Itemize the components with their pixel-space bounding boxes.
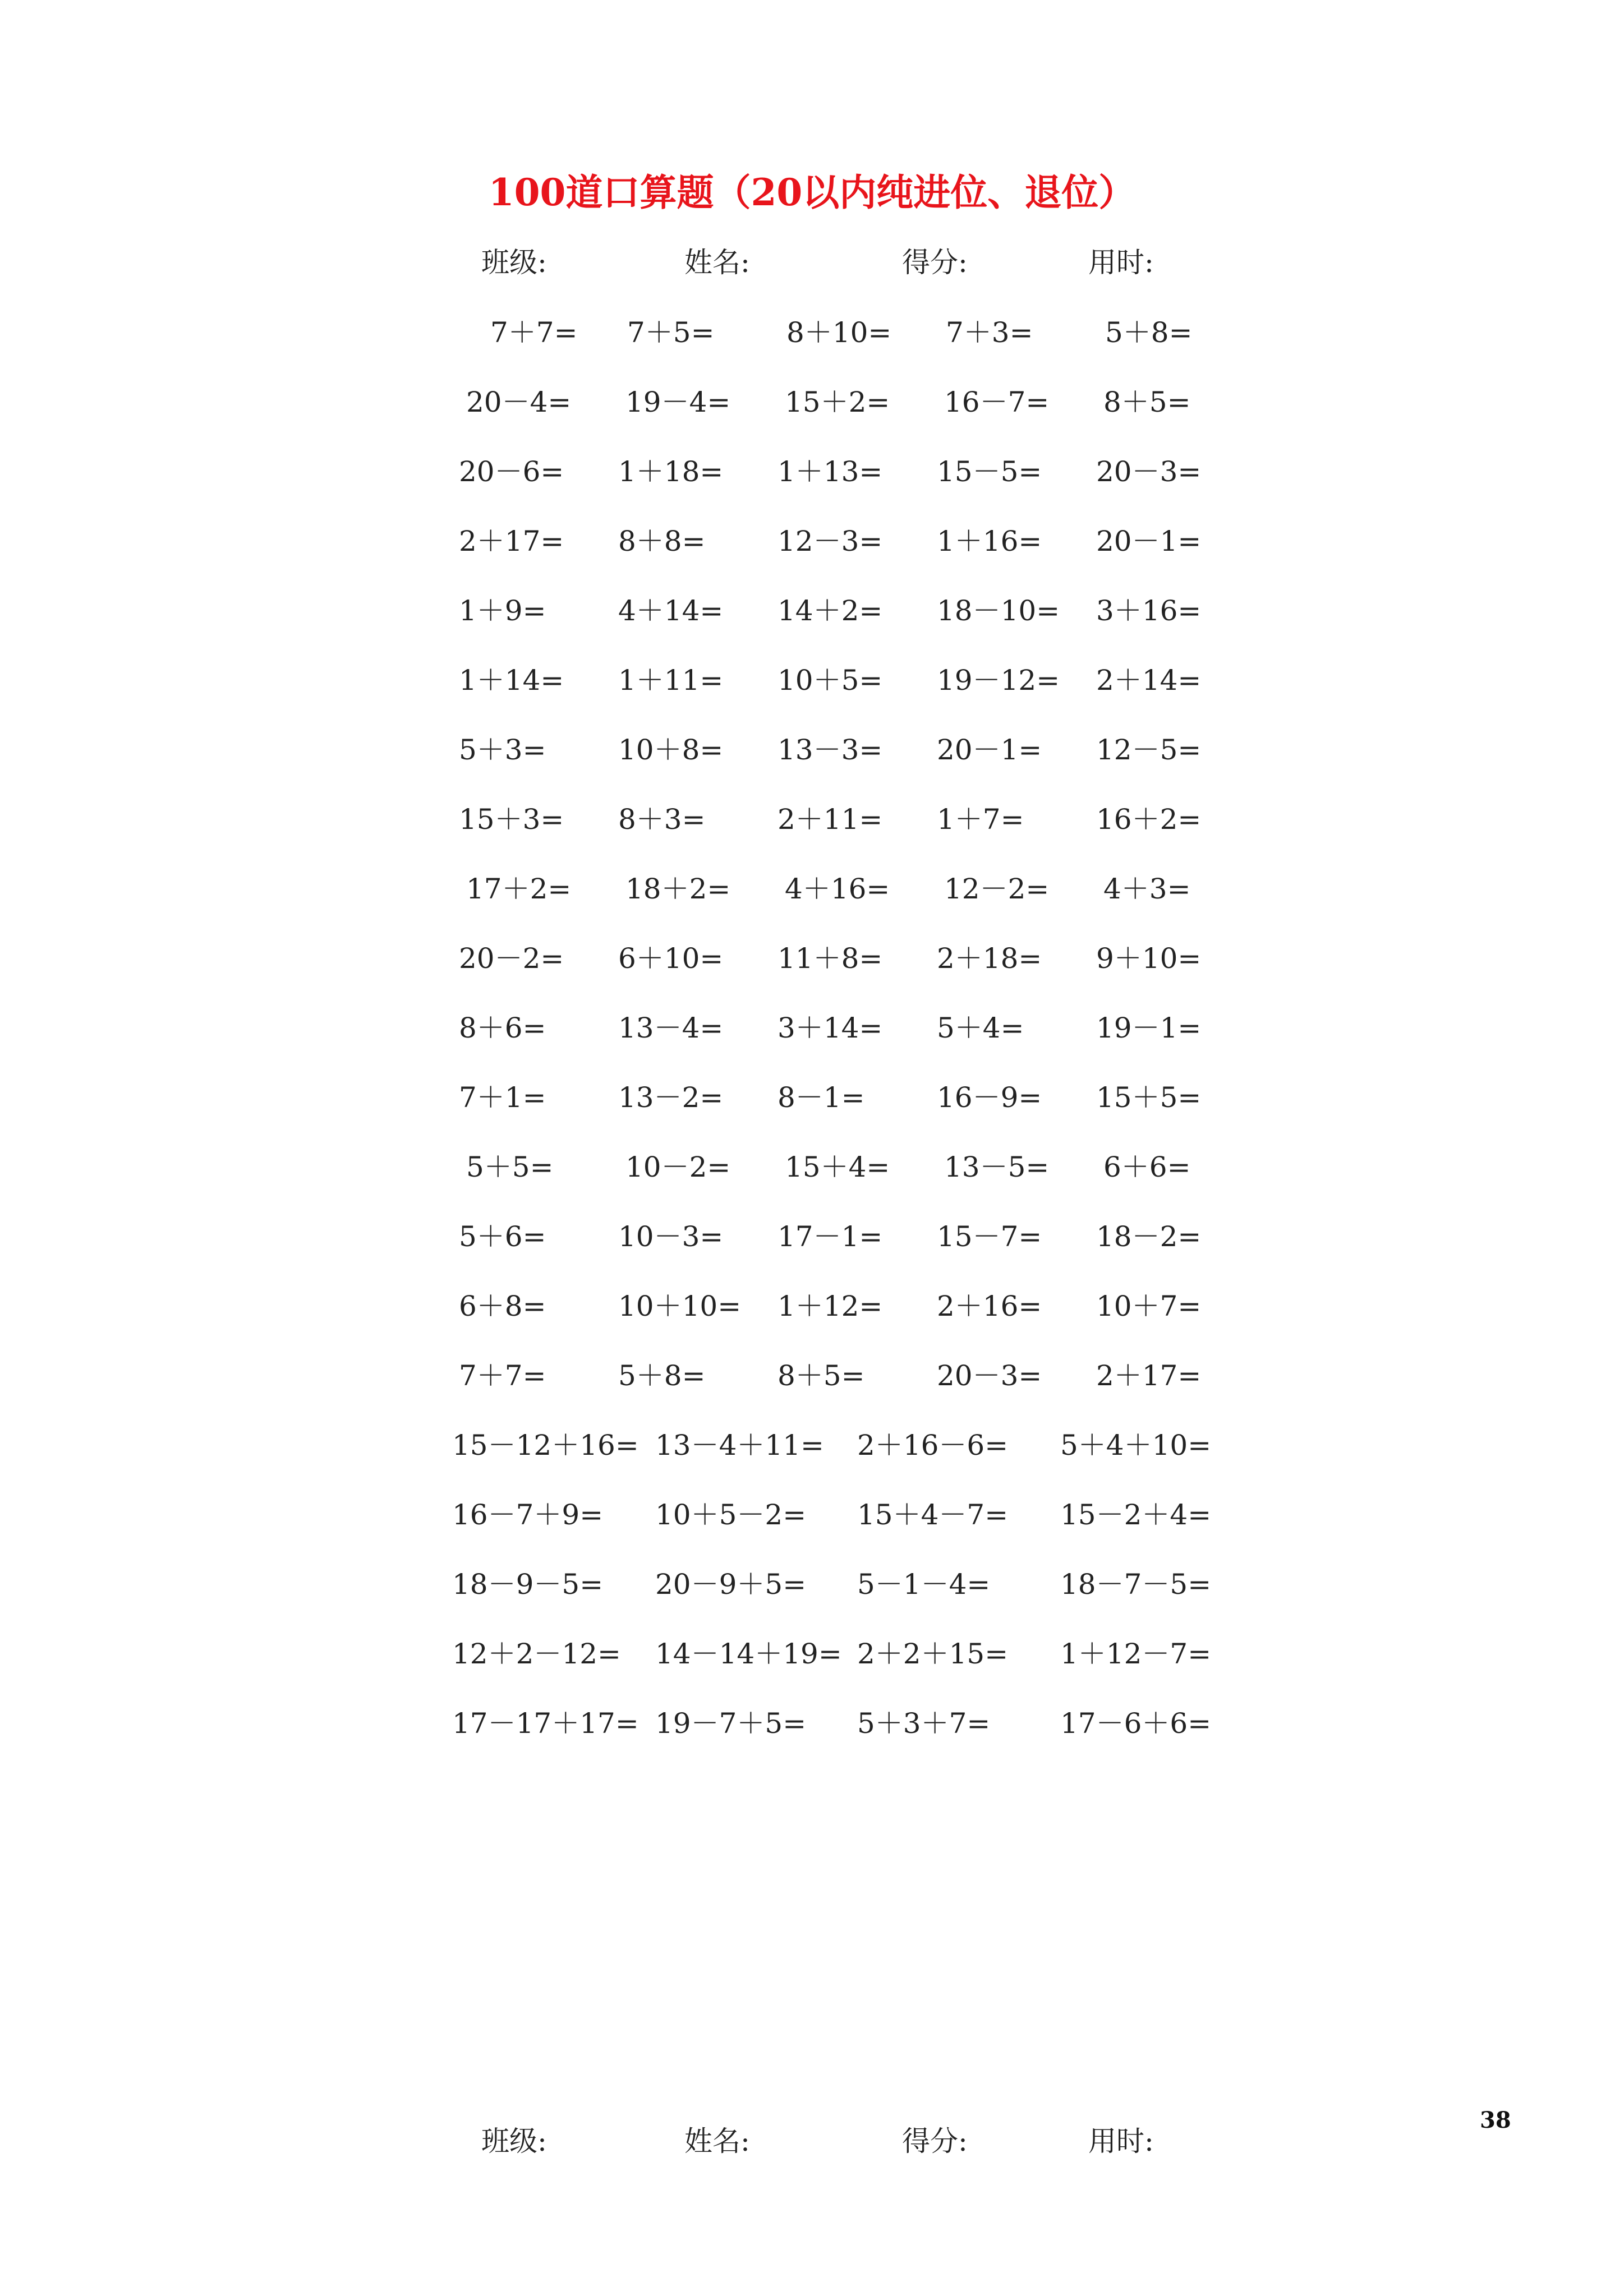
- problem-item: 15＋2=: [785, 386, 890, 418]
- problem-item: 1＋13=: [778, 455, 883, 488]
- problem-item: 14－14＋19=: [655, 1638, 842, 1670]
- problem-item: 4＋14=: [618, 594, 724, 627]
- problem-item: 2＋14=: [1096, 664, 1202, 697]
- problem-item: 2＋2＋15=: [857, 1638, 1009, 1670]
- problem-item: 16－7=: [944, 386, 1050, 418]
- problem-item: 15＋5=: [1096, 1081, 1202, 1114]
- footer-score-label: 得分:: [902, 2125, 968, 2157]
- problem-item: 10＋5=: [778, 664, 883, 697]
- problem-item: 3＋14=: [778, 1012, 883, 1044]
- problem-item: 17－6＋6=: [1060, 1707, 1212, 1740]
- problem-row: [0, 519, 1624, 564]
- problem-item: 15－5=: [937, 455, 1042, 488]
- problem-item: 20－6=: [459, 455, 564, 488]
- problem-item: 2＋17=: [459, 525, 564, 557]
- problem-item: 20－4=: [466, 386, 572, 418]
- problem-row: [0, 658, 1624, 703]
- problem-item: 20－3=: [1096, 455, 1202, 488]
- name-label: 姓名:: [684, 246, 750, 279]
- problem-item: 15＋4－7=: [857, 1499, 1009, 1531]
- problem-item: 19－1=: [1096, 1012, 1202, 1044]
- problem-item: 12＋2－12=: [452, 1638, 621, 1670]
- problem-item: 20－9＋5=: [655, 1568, 807, 1601]
- problem-row: [0, 1284, 1624, 1329]
- problem-item: 10－2=: [625, 1151, 731, 1183]
- problem-item: 15－2＋4=: [1060, 1499, 1212, 1531]
- header-info-row: [0, 240, 1624, 279]
- problem-item: 8－1=: [778, 1081, 865, 1114]
- problem-item: 18－9－5=: [452, 1568, 604, 1601]
- problem-item: 8＋6=: [459, 1012, 546, 1044]
- problem-row: [0, 310, 1624, 355]
- problem-item: 2＋11=: [778, 803, 883, 836]
- problem-item: 13－4=: [618, 1012, 724, 1044]
- problem-item: 15＋3=: [459, 803, 564, 836]
- problem-item: 7＋7=: [459, 1359, 546, 1392]
- problem-item: 8＋5=: [778, 1359, 865, 1392]
- problem-item: 1＋16=: [937, 525, 1042, 557]
- problem-item: 2＋16=: [937, 1290, 1042, 1322]
- problem-item: 5＋3＋7=: [857, 1707, 991, 1740]
- time-label: 用时:: [1088, 246, 1154, 279]
- problem-row: [0, 1353, 1624, 1398]
- footer-class-label: 班级:: [481, 2125, 547, 2157]
- problem-item: 10＋7=: [1096, 1290, 1202, 1322]
- problem-item: 4＋16=: [785, 873, 890, 905]
- problem-item: 10－3=: [618, 1220, 724, 1253]
- problem-item: 1＋12=: [778, 1290, 883, 1322]
- problem-item: 16－9=: [937, 1081, 1042, 1114]
- problem-item: 3＋16=: [1096, 594, 1202, 627]
- problem-item: 16＋2=: [1096, 803, 1202, 836]
- problem-row: [0, 1631, 1624, 1676]
- problem-item: 1＋14=: [459, 664, 564, 697]
- problem-item: 2＋16－6=: [857, 1429, 1009, 1461]
- problem-row: [0, 1006, 1624, 1050]
- problem-item: 12－5=: [1096, 734, 1202, 766]
- problem-item: 13－2=: [618, 1081, 724, 1114]
- problem-item: 16－7＋9=: [452, 1499, 604, 1531]
- problem-item: 10＋10=: [618, 1290, 742, 1322]
- problem-item: 6＋10=: [618, 942, 724, 975]
- footer-info-row: [0, 2119, 1624, 2158]
- problem-item: 19－7＋5=: [655, 1707, 807, 1740]
- problem-item: 19－4=: [625, 386, 731, 418]
- problem-item: 8＋5=: [1103, 386, 1191, 418]
- problem-item: 5＋4=: [937, 1012, 1024, 1044]
- problem-item: 7＋3=: [946, 316, 1033, 349]
- problem-item: 7＋7=: [490, 316, 578, 349]
- problem-item: 6＋6=: [1103, 1151, 1191, 1183]
- problem-row: [0, 1562, 1624, 1607]
- problem-row: [0, 449, 1624, 494]
- problem-item: 1＋9=: [459, 594, 546, 627]
- problem-item: 5＋5=: [466, 1151, 554, 1183]
- problem-row: [0, 1214, 1624, 1259]
- worksheet-title: 100道口算题（20以内纯进位、退位）: [488, 170, 1136, 214]
- problem-item: 15－7=: [937, 1220, 1042, 1253]
- problem-row: [0, 1701, 1624, 1746]
- problem-item: 20－2=: [459, 942, 564, 975]
- problem-item: 5＋8=: [618, 1359, 706, 1392]
- class-label: 班级:: [481, 246, 547, 279]
- problem-item: 14＋2=: [778, 594, 883, 627]
- problem-item: 15－12＋16=: [452, 1429, 639, 1461]
- problem-item: 12－3=: [778, 525, 883, 557]
- problem-item: 4＋3=: [1103, 873, 1191, 905]
- problem-item: 13－5=: [944, 1151, 1050, 1183]
- problem-item: 18－7－5=: [1060, 1568, 1212, 1601]
- score-label: 得分:: [902, 246, 968, 279]
- problem-item: 7＋5=: [627, 316, 715, 349]
- problem-row: [0, 727, 1624, 772]
- problem-item: 18＋2=: [625, 873, 731, 905]
- problem-item: 7＋1=: [459, 1081, 546, 1114]
- problem-item: 12－2=: [944, 873, 1050, 905]
- problem-item: 2＋17=: [1096, 1359, 1202, 1392]
- footer-name-label: 姓名:: [684, 2125, 750, 2157]
- problem-item: 13－4＋11=: [655, 1429, 824, 1461]
- problem-item: 15＋4=: [785, 1151, 890, 1183]
- problem-row: [0, 1145, 1624, 1190]
- problem-row: [0, 866, 1624, 911]
- problem-item: 17－17＋17=: [452, 1707, 639, 1740]
- problem-item: 5＋6=: [459, 1220, 546, 1253]
- problem-item: 5＋8=: [1105, 316, 1193, 349]
- footer-time-label: 用时:: [1088, 2125, 1154, 2157]
- problem-item: 5－1－4=: [857, 1568, 991, 1601]
- problem-row: [0, 936, 1624, 981]
- problem-item: 19－12=: [937, 664, 1060, 697]
- problem-item: 8＋10=: [786, 316, 892, 349]
- problem-item: 9＋10=: [1096, 942, 1202, 975]
- problem-item: 17＋2=: [466, 873, 572, 905]
- page-number: 38: [1480, 2107, 1511, 2133]
- problem-item: 20－1=: [937, 734, 1042, 766]
- problem-row: [0, 1423, 1624, 1468]
- problem-item: 8＋3=: [618, 803, 706, 836]
- problem-item: 2＋18=: [937, 942, 1042, 975]
- problem-item: 18－2=: [1096, 1220, 1202, 1253]
- problem-item: 8＋8=: [618, 525, 706, 557]
- problem-item: 5＋3=: [459, 734, 546, 766]
- problem-item: 10＋8=: [618, 734, 724, 766]
- problem-row: [0, 1492, 1624, 1537]
- problem-item: 11＋8=: [778, 942, 883, 975]
- problem-row: [0, 797, 1624, 842]
- problem-item: 1＋18=: [618, 455, 724, 488]
- problem-row: [0, 380, 1624, 425]
- problem-row: [0, 588, 1624, 633]
- problem-item: 18－10=: [937, 594, 1060, 627]
- problem-item: 20－3=: [937, 1359, 1042, 1392]
- problem-item: 1＋11=: [618, 664, 724, 697]
- problem-item: 1＋12－7=: [1060, 1638, 1212, 1670]
- problem-row: [0, 1075, 1624, 1120]
- problem-item: 6＋8=: [459, 1290, 546, 1322]
- problem-item: 5＋4＋10=: [1060, 1429, 1212, 1461]
- problem-item: 20－1=: [1096, 525, 1202, 557]
- problem-item: 1＋7=: [937, 803, 1024, 836]
- problem-item: 13－3=: [778, 734, 883, 766]
- problem-item: 10＋5－2=: [655, 1499, 807, 1531]
- problem-item: 17－1=: [778, 1220, 883, 1253]
